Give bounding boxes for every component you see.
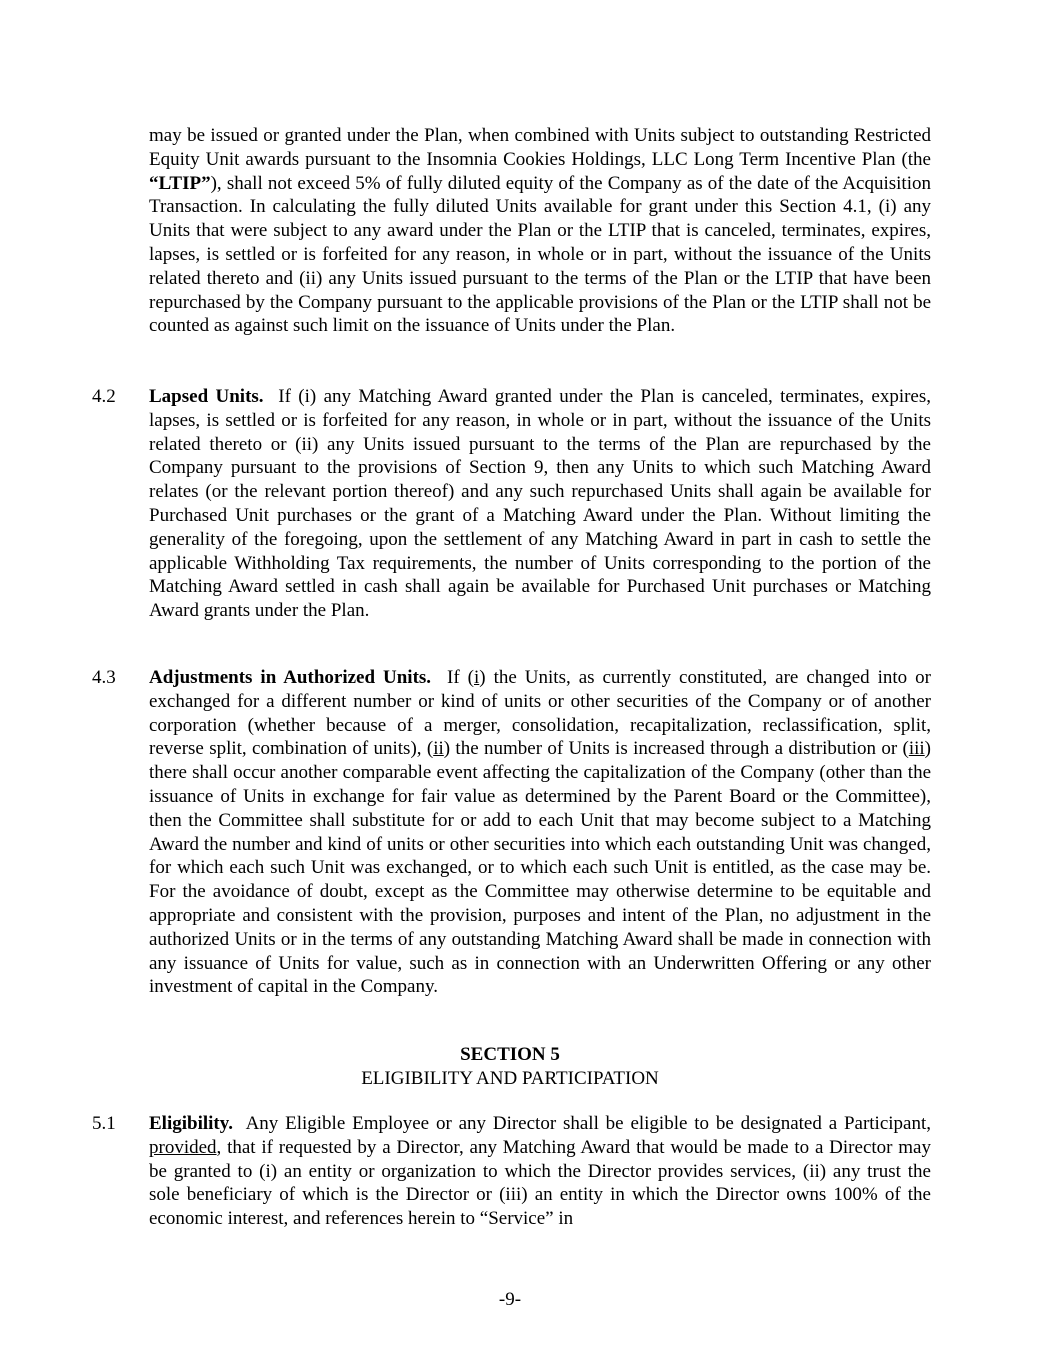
text: ), shall not exceed 5% of fully diluted equity of the Company as of the date of the Acquisition Transaction. In calculating the fully diluted Units available for grant under this Section 4.1, (i) any Units that were subject to any award under the Plan or the LTIP that is canceled, terminates, expires, lapses, is settled or is forfeited for any reason, in whole or in part, without the issuance of the Units related thereto and (ii) any Units issued pursuant to the terms of the Plan or the LTIP that have been repurchased by the Company pursuant to the applicable provisions of the Plan or the LTIP shall not be counted as against such limit on the issuance of Units under the Plan. [149, 172, 931, 337]
section-5-title: SECTION 5 [460, 1044, 560, 1065]
text: , that if requested by a Director, any Matching Award that would be made to a Director may be granted to (i) an entity or organization to which the Director provides services, (ii) any trust the sole beneficiary of which is the Director or (iii) an entity in which the Director owns 100% of the economic interest, and references herein to “Service” in [149, 1136, 931, 1230]
text: Any Eligible Employee or any Director shall be eligible to be designated a Participant, [245, 1113, 932, 1134]
section-number-4-3: 4.3 [92, 667, 116, 688]
provided-term: provided [149, 1136, 217, 1158]
text: may be issued or granted under the Plan, when combined with Units subject to outstanding Restricted Equity Unit awards pursuant to the Insomnia Cookies Holdings, LLC Long Term Incentive Plan (the [149, 125, 931, 170]
text: If (i) any Matching Award granted under the Plan is canceled, terminates, expires, lapses, is settled or is forfeited for any reason, in whole or in part, without the issuance of the Units related thereto or (ii) any Units issued pursuant to the terms of the Plan are repurchased by the Company pursuant to the provisions of Section 9, then any Units to which such Matching Award relates (or the relevant portion thereof) and any such repurchased Units shall again be available for Purchased Unit purchases or the grant of a Matching Award under the Plan. Without limiting the generality of the foregoing, upon the settlement of any Matching Award in part in cash to settle the applicable Withholding Tax requirements, the number of Units corresponding to the portion of the Matching Award settled in cash shall again be available for Purchased Unit purchases or Matching Award grants under the Plan. [149, 386, 932, 622]
text: ) the Units, as currently constituted, are changed into or exchanged for a different number or kind of units or other securities of the Company or of another corporation (whether because of a merger, consolidation, recapitalization, reclassification, split, reverse split, combination of units), ( [149, 667, 931, 760]
text: ) there shall occur another comparable event affecting the capitalization of the Company (other than the issuance of Units in exchange for fair value as determined by the Parent Board or the Committee), then the Committee shall substitute for or add to each Unit that may become subject to a Matching Award the number and kind of units or other securities into which each outstanding Unit was changed, for which each such Unit was exchanged, or to which each such Unit is entitled, as the case may be. For the avoidance of doubt, except as the Committee may otherwise determine to be equitable and appropriate and consistent with the provision, purposes and intent of the Plan, no adjustment in the authorized Units or in the terms of any outstanding Matching Award shall be made in connection with any issuance of Units for value, such as in connection with an Underwritten Offering or any other investment of capital in the Company. [149, 738, 931, 998]
section-title-adjustments: Adjustments in Authorized Units. [149, 667, 432, 688]
paragraph-4-2 [149, 385, 931, 623]
ltip-term: “LTIP” [149, 172, 211, 194]
text: If ( [447, 667, 474, 688]
section-title-eligibility: Eligibility. [149, 1113, 233, 1134]
section-number-4-2: 4.2 [92, 386, 116, 407]
paragraph-4-1-continued [149, 124, 931, 338]
text: ) the number of Units is increased through a distribution or ( [443, 738, 909, 760]
page-number: -9- [498, 1289, 522, 1310]
section-title-lapsed-units: Lapsed Units. [149, 386, 264, 407]
paragraph-4-3 [149, 666, 931, 999]
clause-ii: ii [433, 738, 444, 760]
clause-i: i [474, 667, 480, 688]
paragraph-5-1 [149, 1112, 931, 1231]
section-number-5-1: 5.1 [92, 1113, 116, 1134]
clause-iii: iii [908, 738, 925, 760]
section-5-subtitle: ELIGIBILITY AND PARTICIPATION [361, 1068, 659, 1089]
